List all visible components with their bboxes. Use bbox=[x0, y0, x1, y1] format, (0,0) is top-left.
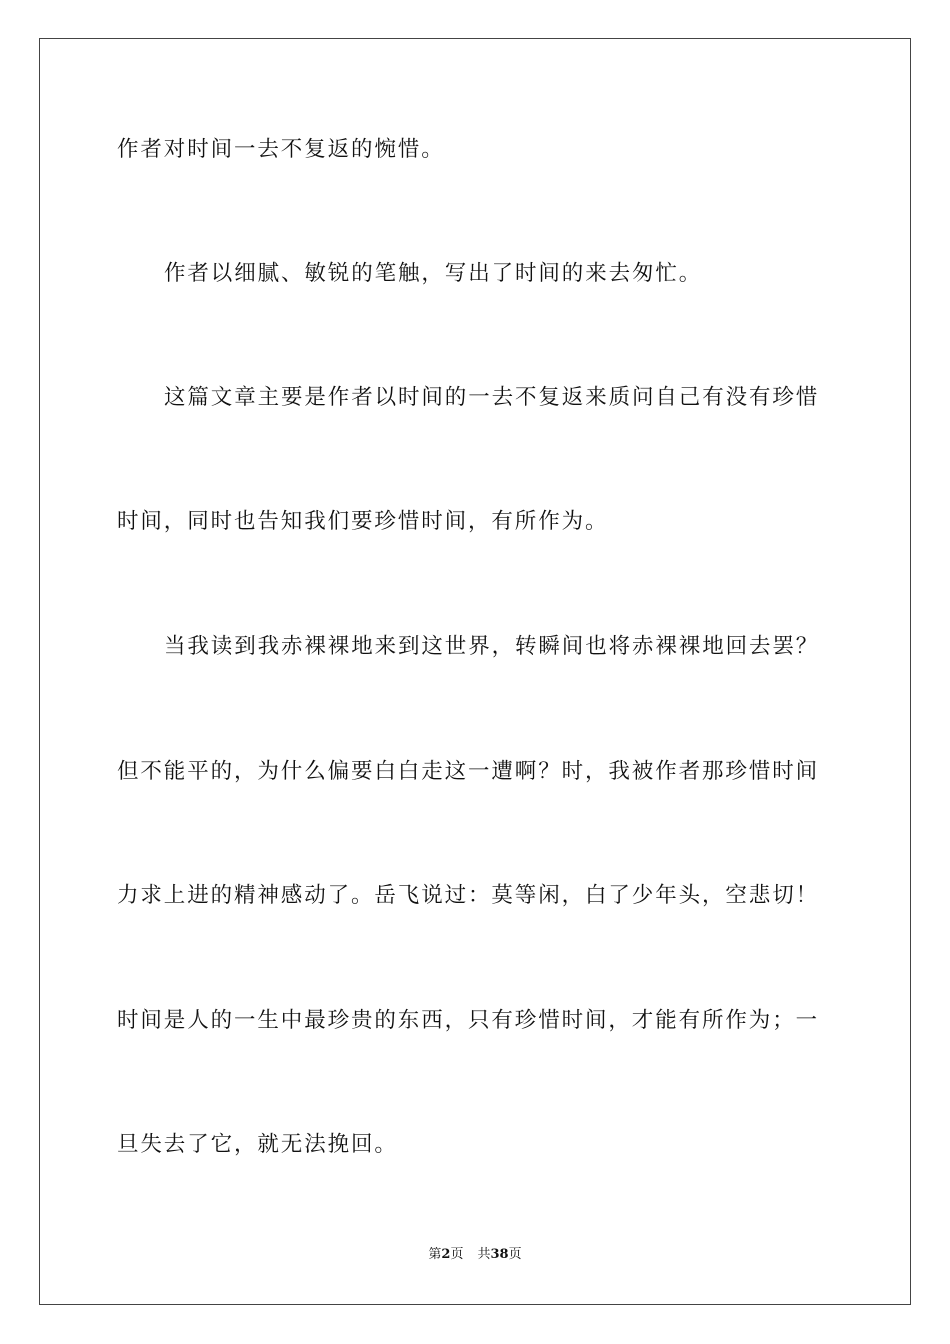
total-pages: 38 bbox=[490, 1247, 509, 1262]
total-prefix: 共 bbox=[477, 1247, 491, 1262]
page-prefix: 第 bbox=[428, 1247, 442, 1262]
text-line-3: 这篇文章主要是作者以时间的一去不复返来质问自己有没有珍惜 bbox=[164, 385, 820, 410]
text-line-6: 但不能平的，为什么偏要白白走这一遭啊？时，我被作者那珍惜时间 bbox=[117, 759, 820, 784]
page-number: 2 bbox=[441, 1247, 451, 1262]
text-line-9: 旦失去了它，就无法挽回。 bbox=[117, 1132, 398, 1157]
page-footer bbox=[0, 1246, 950, 1264]
page-suffix: 页 bbox=[450, 1247, 464, 1262]
text-line-1: 作者对时间一去不复返的惋惜。 bbox=[117, 137, 445, 162]
text-line-8: 时间是人的一生中最珍贵的东西，只有珍惜时间，才能有所作为；一 bbox=[117, 1008, 820, 1033]
text-line-2: 作者以细腻、敏锐的笔触，写出了时间的来去匆忙。 bbox=[164, 261, 703, 286]
text-line-7: 力求上进的精神感动了。岳飞说过：莫等闲，白了少年头，空悲切！ bbox=[117, 883, 820, 908]
total-suffix: 页 bbox=[508, 1247, 522, 1262]
text-line-5: 当我读到我赤裸裸地来到这世界，转瞬间也将赤裸裸地回去罢？ bbox=[164, 634, 820, 659]
text-line-4: 时间，同时也告知我们要珍惜时间，有所作为。 bbox=[117, 509, 609, 534]
page-border bbox=[39, 38, 911, 1305]
